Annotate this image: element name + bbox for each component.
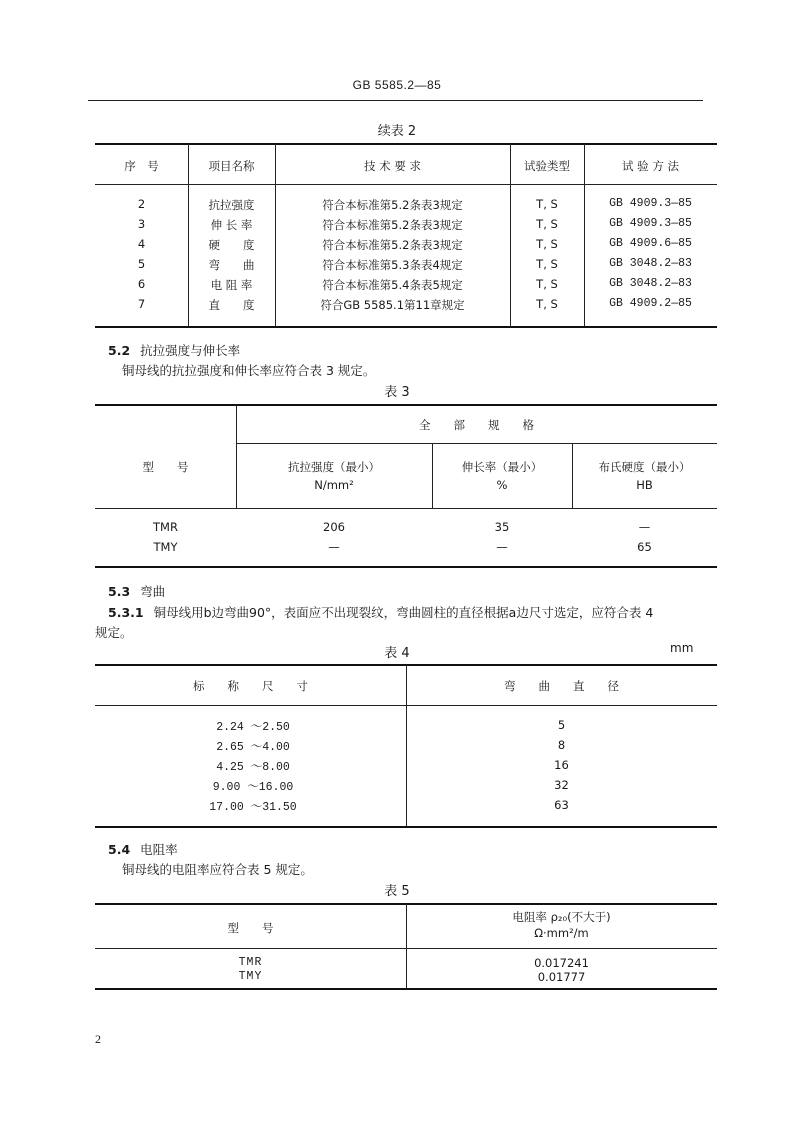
table2-header-cell: 项目名称: [208, 159, 255, 173]
table5-cell: 0.01777: [537, 970, 586, 984]
table2-cell: GB 4909.2—85: [609, 297, 692, 310]
section-5-4-heading: [108, 840, 178, 858]
table3-group-header: 全 部 规 格: [419, 418, 534, 432]
table5-caption: 表 5: [384, 884, 410, 899]
table2-bottom-rule: [95, 326, 717, 328]
subsection-line: 铜母线用b边弯曲90°，表面应不出现裂纹，弯曲圆柱的直径根据a边尺寸选定，应符合表 4: [153, 605, 654, 620]
table3-cell: —: [638, 520, 651, 534]
table4-diameter-cell: 32: [554, 778, 569, 792]
table3-cell: —: [328, 540, 340, 554]
table2-cell: GB 4909.6—85: [609, 237, 692, 250]
table4-caption: 表 4: [384, 646, 410, 661]
table3-cell: —: [496, 540, 508, 554]
table2-cell: 符合本标准第5.3条表4规定: [322, 258, 463, 272]
table2-header-rule: [95, 184, 717, 185]
table2-cell: 符合GB 5585.1第11章规定: [320, 298, 465, 312]
table2-cell: T, S: [536, 257, 558, 271]
table2-cell: 5: [137, 257, 146, 271]
table4-size-cell: 4.25 ～8.00: [216, 761, 290, 774]
subsection-number: 5.3.1: [108, 605, 144, 620]
table4-bottom-rule: [95, 826, 717, 828]
table4-size-cell: 9.00 ～16.00: [212, 781, 294, 794]
table5-resistivity-unit: Ω·mm²/m: [534, 926, 589, 940]
table4-diameter-header: 弯 曲 直 径: [504, 679, 619, 693]
table5-bottom-rule: [95, 988, 717, 990]
table5-cell: 0.017241: [534, 956, 589, 970]
table3-elongation-header: 伸长率（最小）: [461, 460, 543, 474]
section-5-4-text: 铜母线的电阻率应符合表 5 规定。: [122, 862, 313, 877]
section-5-3-1-continuation: 规定。: [95, 625, 133, 640]
section-title: 电阻率: [140, 842, 178, 857]
table3-elongation-unit: %: [496, 478, 508, 492]
section-5-2-heading: [108, 341, 240, 359]
table4-size-cell: 2.24 ～2.50: [216, 721, 290, 734]
table4-size-cell: 2.65 ～4.00: [216, 741, 290, 754]
table4-diameter-cell: 16: [554, 758, 569, 772]
table3-cell: 65: [637, 540, 652, 554]
table2-cell: 3: [137, 217, 146, 231]
table3-cell: 206: [323, 520, 345, 534]
table2-cell: 电 阻 率: [210, 278, 253, 292]
table4-size-header: 标 称 尺 寸: [193, 679, 308, 693]
section-title: 弯曲: [140, 584, 166, 599]
table4-unit: mm: [670, 641, 694, 655]
table2-cell: GB 3048.2—83: [609, 257, 692, 270]
table2-cell: 符合本标准第5.2条表3规定: [322, 218, 463, 232]
table3-bottom-rule: [95, 566, 717, 568]
table3-group-rule: [236, 443, 717, 444]
table2-cell: GB 4909.3—85: [609, 197, 692, 210]
table2-header-cell: 技 术 要 求: [364, 159, 421, 173]
table2-cell: 符合本标准第5.2条表3规定: [322, 198, 463, 212]
section-5-2-text: 铜母线的抗拉强度和伸长率应符合表 3 规定。: [122, 363, 376, 378]
table2-cell: T, S: [536, 297, 558, 311]
table4-diameter-cell: 8: [557, 738, 566, 752]
table2-cell: T, S: [536, 197, 558, 211]
table4-size-cell: 17.00 ～31.50: [209, 801, 297, 814]
header-rule: [88, 100, 703, 101]
table2-cell: 2: [137, 197, 146, 211]
table2-header-cell: 试 验 方 法: [622, 159, 679, 173]
section-title: 抗拉强度与伸长率: [140, 343, 241, 358]
table4-diameter-cell: 63: [554, 798, 569, 812]
table5-cell: TMR: [238, 956, 263, 969]
table2-cell: 直 度: [208, 298, 255, 312]
section-number: 5.4: [108, 842, 131, 857]
table3-tensile-unit: N/mm²: [314, 478, 354, 492]
table3-cell: 35: [494, 520, 510, 534]
table2-cell: 符合本标准第5.4条表5规定: [322, 278, 463, 292]
table2-cell: 伸 长 率: [210, 218, 253, 232]
table3-caption: 表 3: [384, 385, 410, 400]
table2-cell: T, S: [536, 237, 558, 251]
table3-col-divider: [572, 444, 573, 508]
table4-diameter-cell: 5: [557, 718, 566, 732]
table5-header-rule: [95, 948, 717, 949]
table5-type-header: 型 号: [227, 921, 274, 935]
section-number: 5.2: [108, 343, 131, 358]
table2-cell: 硬 度: [208, 238, 255, 252]
table3-cell: TMR: [153, 520, 178, 534]
table3-col-divider: [432, 444, 433, 508]
table3-hardness-unit: HB: [636, 478, 653, 492]
table2-cell: 7: [137, 297, 146, 311]
table3-tensile-header: 抗拉强度（最小）: [288, 460, 380, 474]
table3-cell: TMY: [153, 540, 178, 554]
table3-type-header: 型 号: [142, 460, 189, 474]
document-code: GB 5585.2—85: [352, 78, 442, 92]
table2-header-cell: 试验类型: [524, 159, 570, 173]
page-number: 2: [95, 1032, 101, 1046]
table2-cell: T, S: [536, 217, 558, 231]
table2-cell: 弯 曲: [208, 258, 255, 272]
table3-top-rule: [95, 404, 717, 406]
section-5-3-heading: [108, 582, 165, 600]
section-number: 5.3: [108, 584, 131, 599]
table2-caption: 续表 2: [377, 124, 417, 139]
table3-header-rule: [95, 508, 717, 509]
section-5-3-1-text: [108, 603, 653, 621]
table5-resistivity-header: 电阻率 ρ₂₀(不大于): [512, 910, 611, 924]
table5-cell: TMY: [238, 970, 263, 983]
table2-cell: T, S: [536, 277, 558, 291]
table2-cell: GB 4909.3—85: [609, 217, 692, 230]
table2-cell: 4: [137, 237, 146, 251]
table4-header-rule: [95, 705, 717, 706]
table2-header-cell: 序 号: [124, 159, 159, 173]
table2-cell: 6: [137, 277, 146, 291]
table2-cell: 抗拉强度: [208, 198, 255, 212]
table2-cell: 符合本标准第5.2条表3规定: [322, 238, 463, 252]
table2-cell: GB 3048.2—83: [609, 277, 692, 290]
table3-hardness-header: 布氏硬度（最小）: [598, 460, 691, 474]
